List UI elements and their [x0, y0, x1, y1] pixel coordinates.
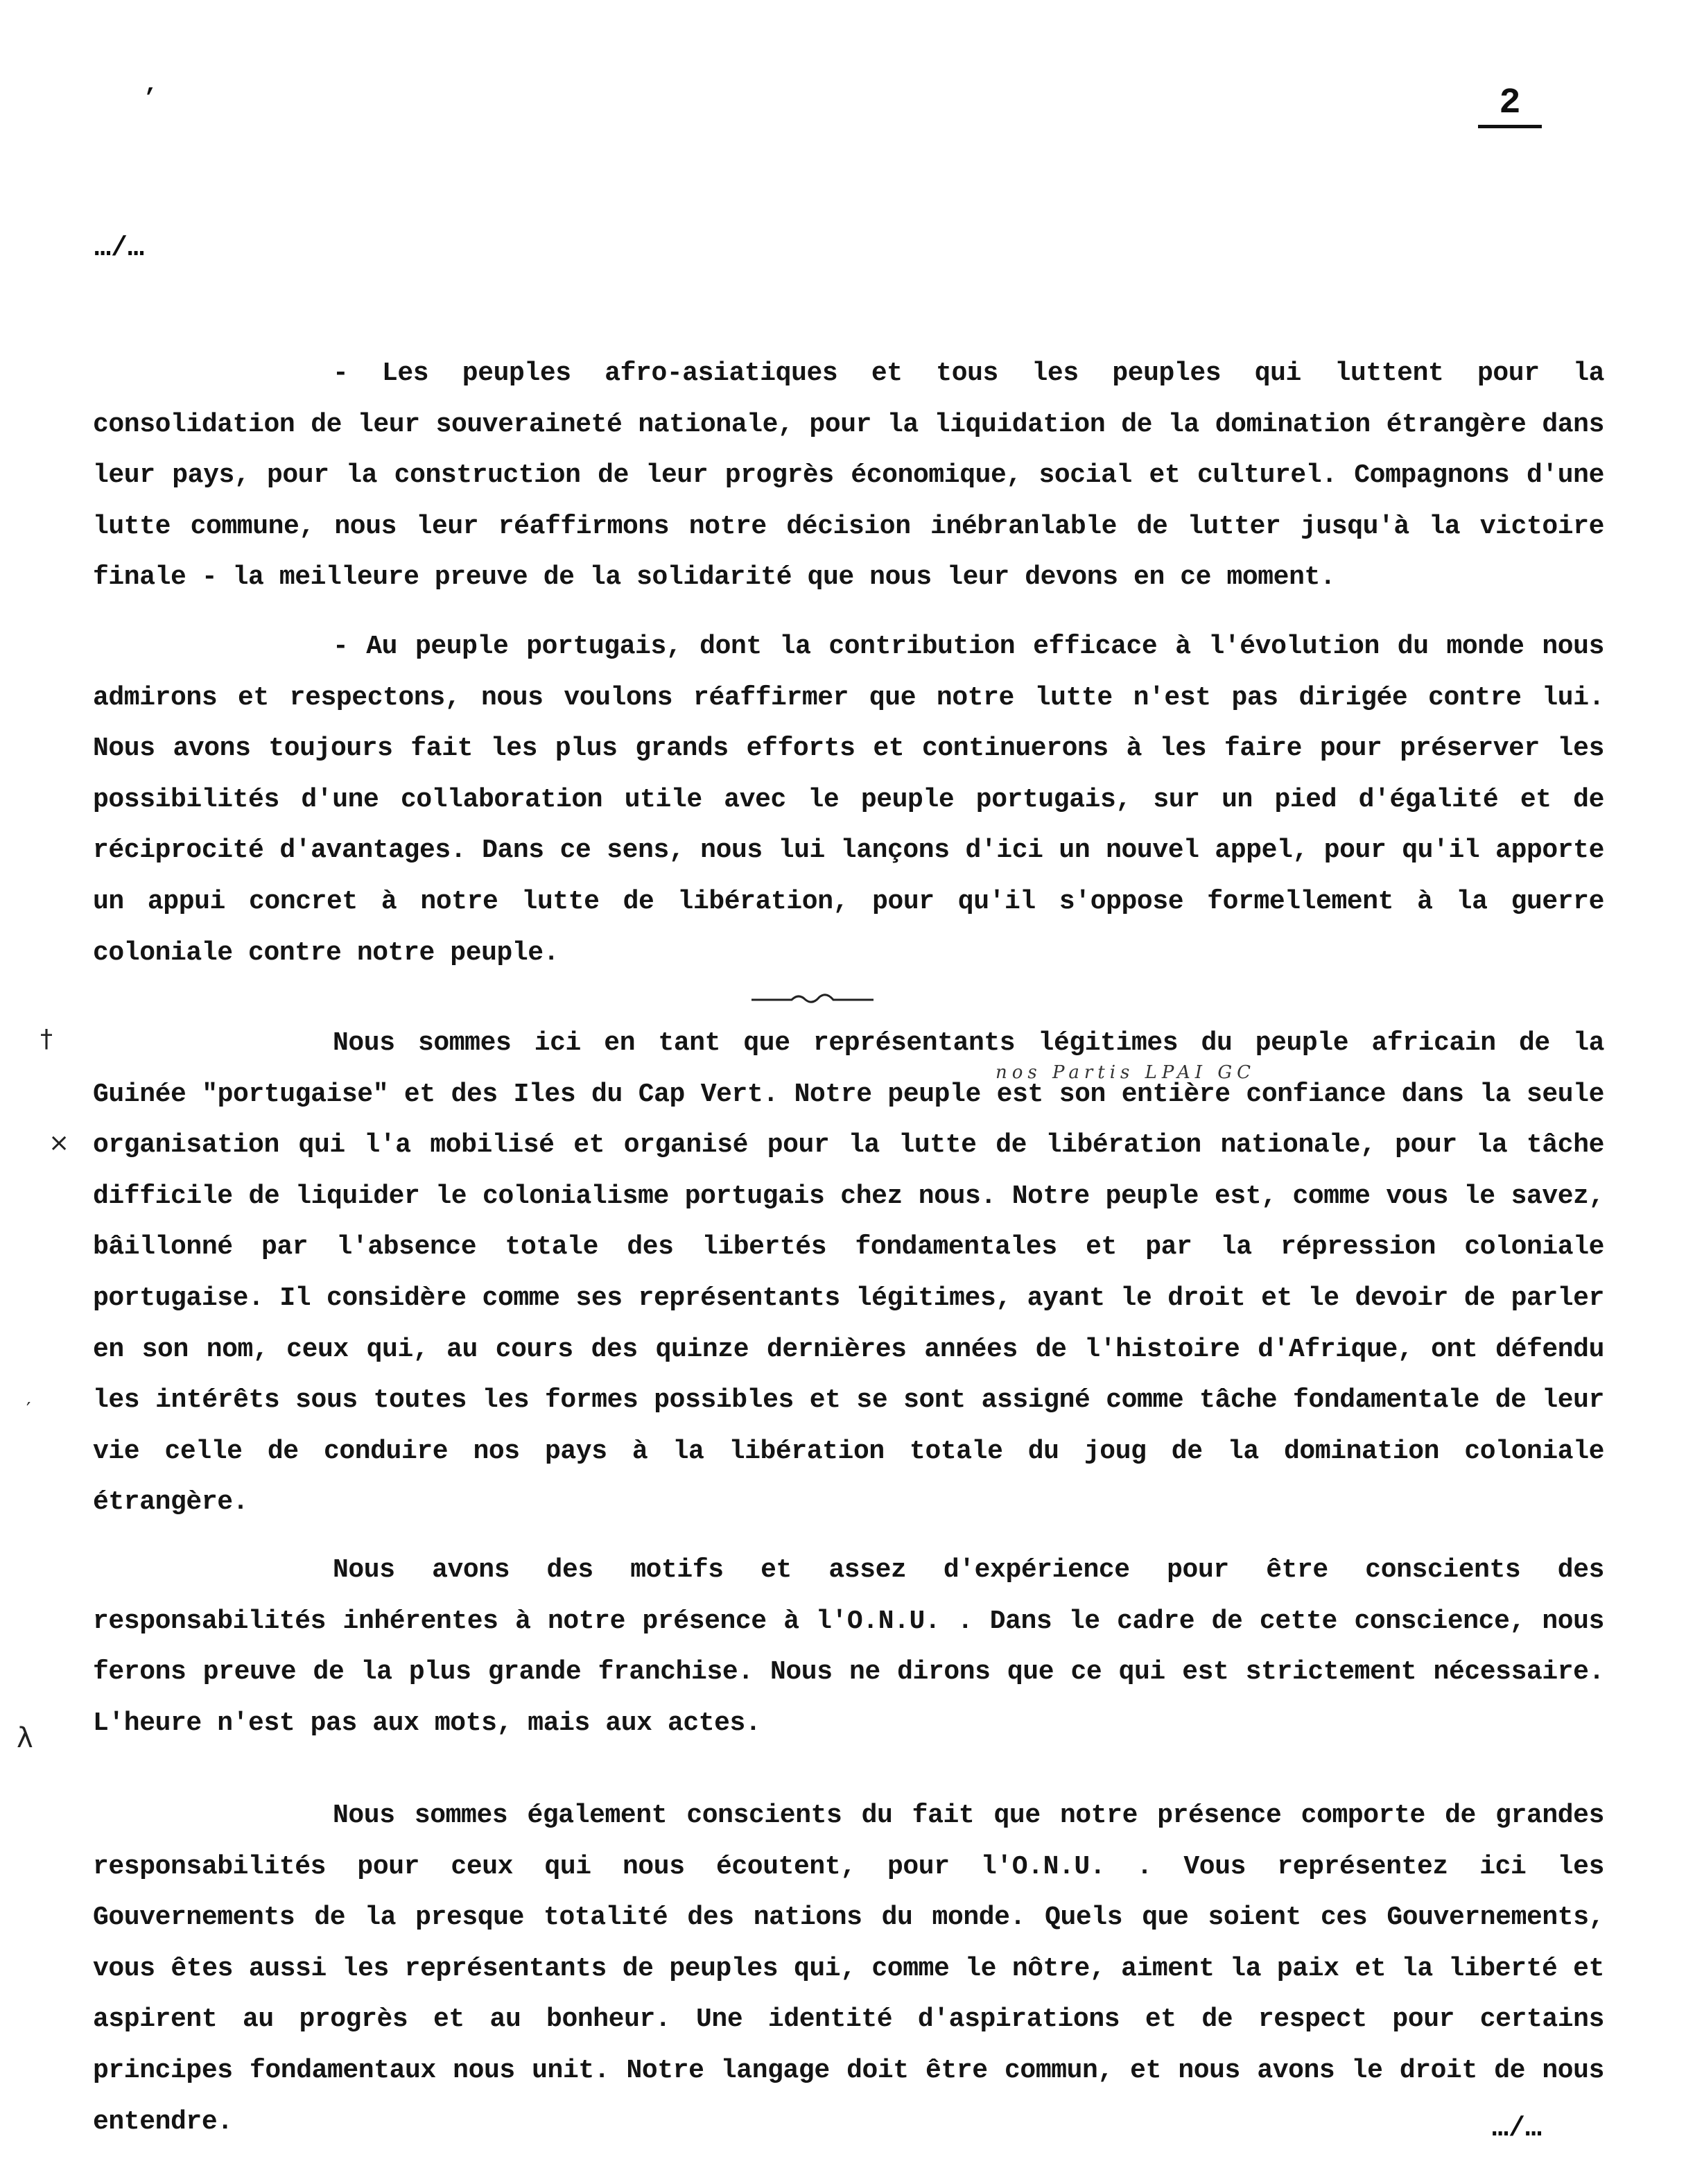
paragraph-afro-asian-peoples: - Les peuples afro-asiatiques et tous les peuples qui luttent pour la consolidation de leur souveraineté nationale, pour la liquidation de la domination étrangère dans leur pays, pour la construction de leur progrès économique, social et culturel. Compagnons d'une lutte commune, nous leur réaffirmons notre décision inébranlable de lutter jusqu'à la victoire finale - la meilleure preuve de la solidarité que nous leur devons en ce moment.: [93, 358, 1604, 593]
continuation-mark-bottom: …/…: [1492, 2113, 1542, 2144]
continuation-mark-top: …/…: [94, 233, 145, 264]
paragraph-legitimate-representatives: Nous sommes ici en tant que représentants légitimes du peuple africain de la Guinée "portugaise" et des Iles du Cap Vert. Notre peuple est son entière confiance dans la seule organisation qui l'a mobilisé et organisé pour la lutte de libération nationale, pour la tâche difficile de liquider le colonialisme portugais chez nous. Notre peuple est, comme vous le savez, bâillonné par l'absence totale des libertés fondamentales et par la répression coloniale portugaise. Il considère comme ses représentants légitimes, ayant le droit et le devoir de parler en son nom, ceux qui, au cours des quinze dernières années de l'histoire d'Afrique, ont défendu les intérêts sous toutes les formes possibles et se sont assigné comme tâche fondamentale de leur vie celle de conduire nos pays à la libération totale du joug de la domination coloniale étrangère.: [93, 1028, 1604, 1518]
page-number: 2: [1499, 83, 1521, 123]
handwritten-interlinear-note: nos Partis LPAI GC: [996, 1062, 1255, 1083]
margin-annotation-mark: ′: [26, 1398, 31, 1421]
page-number-underline: [1478, 125, 1542, 128]
margin-annotation-mark: †: [40, 1025, 53, 1053]
margin-annotation-mark: λ: [17, 1722, 33, 1754]
paragraph-responsibilities: Nous avons des motifs et assez d'expérience pour être conscients des responsabilités inhérentes à notre présence à l'O.N.U. . Dans le cadre de cette conscience, nous ferons preuve de la plus grande franchise. Nous ne dirons que ce qui est strictement nécessaire. L'heure n'est pas aux mots, mais aux actes.: [93, 1555, 1604, 1738]
stray-ink-mark: ’: [143, 86, 157, 112]
separator-flourish: [750, 987, 875, 1008]
margin-annotation-mark: ×: [49, 1129, 70, 1157]
paragraph-un-governments: Nous sommes également conscients du fait que notre présence comporte de grandes responsabilités pour ceux qui nous écoutent, pour l'O.N.U. . Vous représentez ici les Gouvernements de la presque totalité des nations du monde. Quels que soient ces Gouvernements, vous êtes aussi les représentants de peuples qui, comme le nôtre, aiment la paix et la liberté et aspirent au progrès et au bonheur. Une identité d'aspirations et de respect pour certains principes fondamentaux nous unit. Notre langage doit être commun, et nous avons le droit de nous entendre.: [93, 1801, 1604, 2137]
paragraph-portuguese-people: - Au peuple portugais, dont la contribution efficace à l'évolution du monde nous admirons et respectons, nous voulons réaffirmer que notre lutte n'est pas dirigée contre lui. Nous avons toujours fait les plus grands efforts et continuerons à les faire pour préserver les possibilités d'une collaboration utile avec le peuple portugais, sur un pied d'égalité et de réciprocité d'avantages. Dans ce sens, nous lui lançons d'ici un nouvel appel, pour qu'il apporte un appui concret à notre lutte de libération, pour qu'il s'oppose formellement à la guerre coloniale contre notre peuple.: [93, 632, 1604, 968]
